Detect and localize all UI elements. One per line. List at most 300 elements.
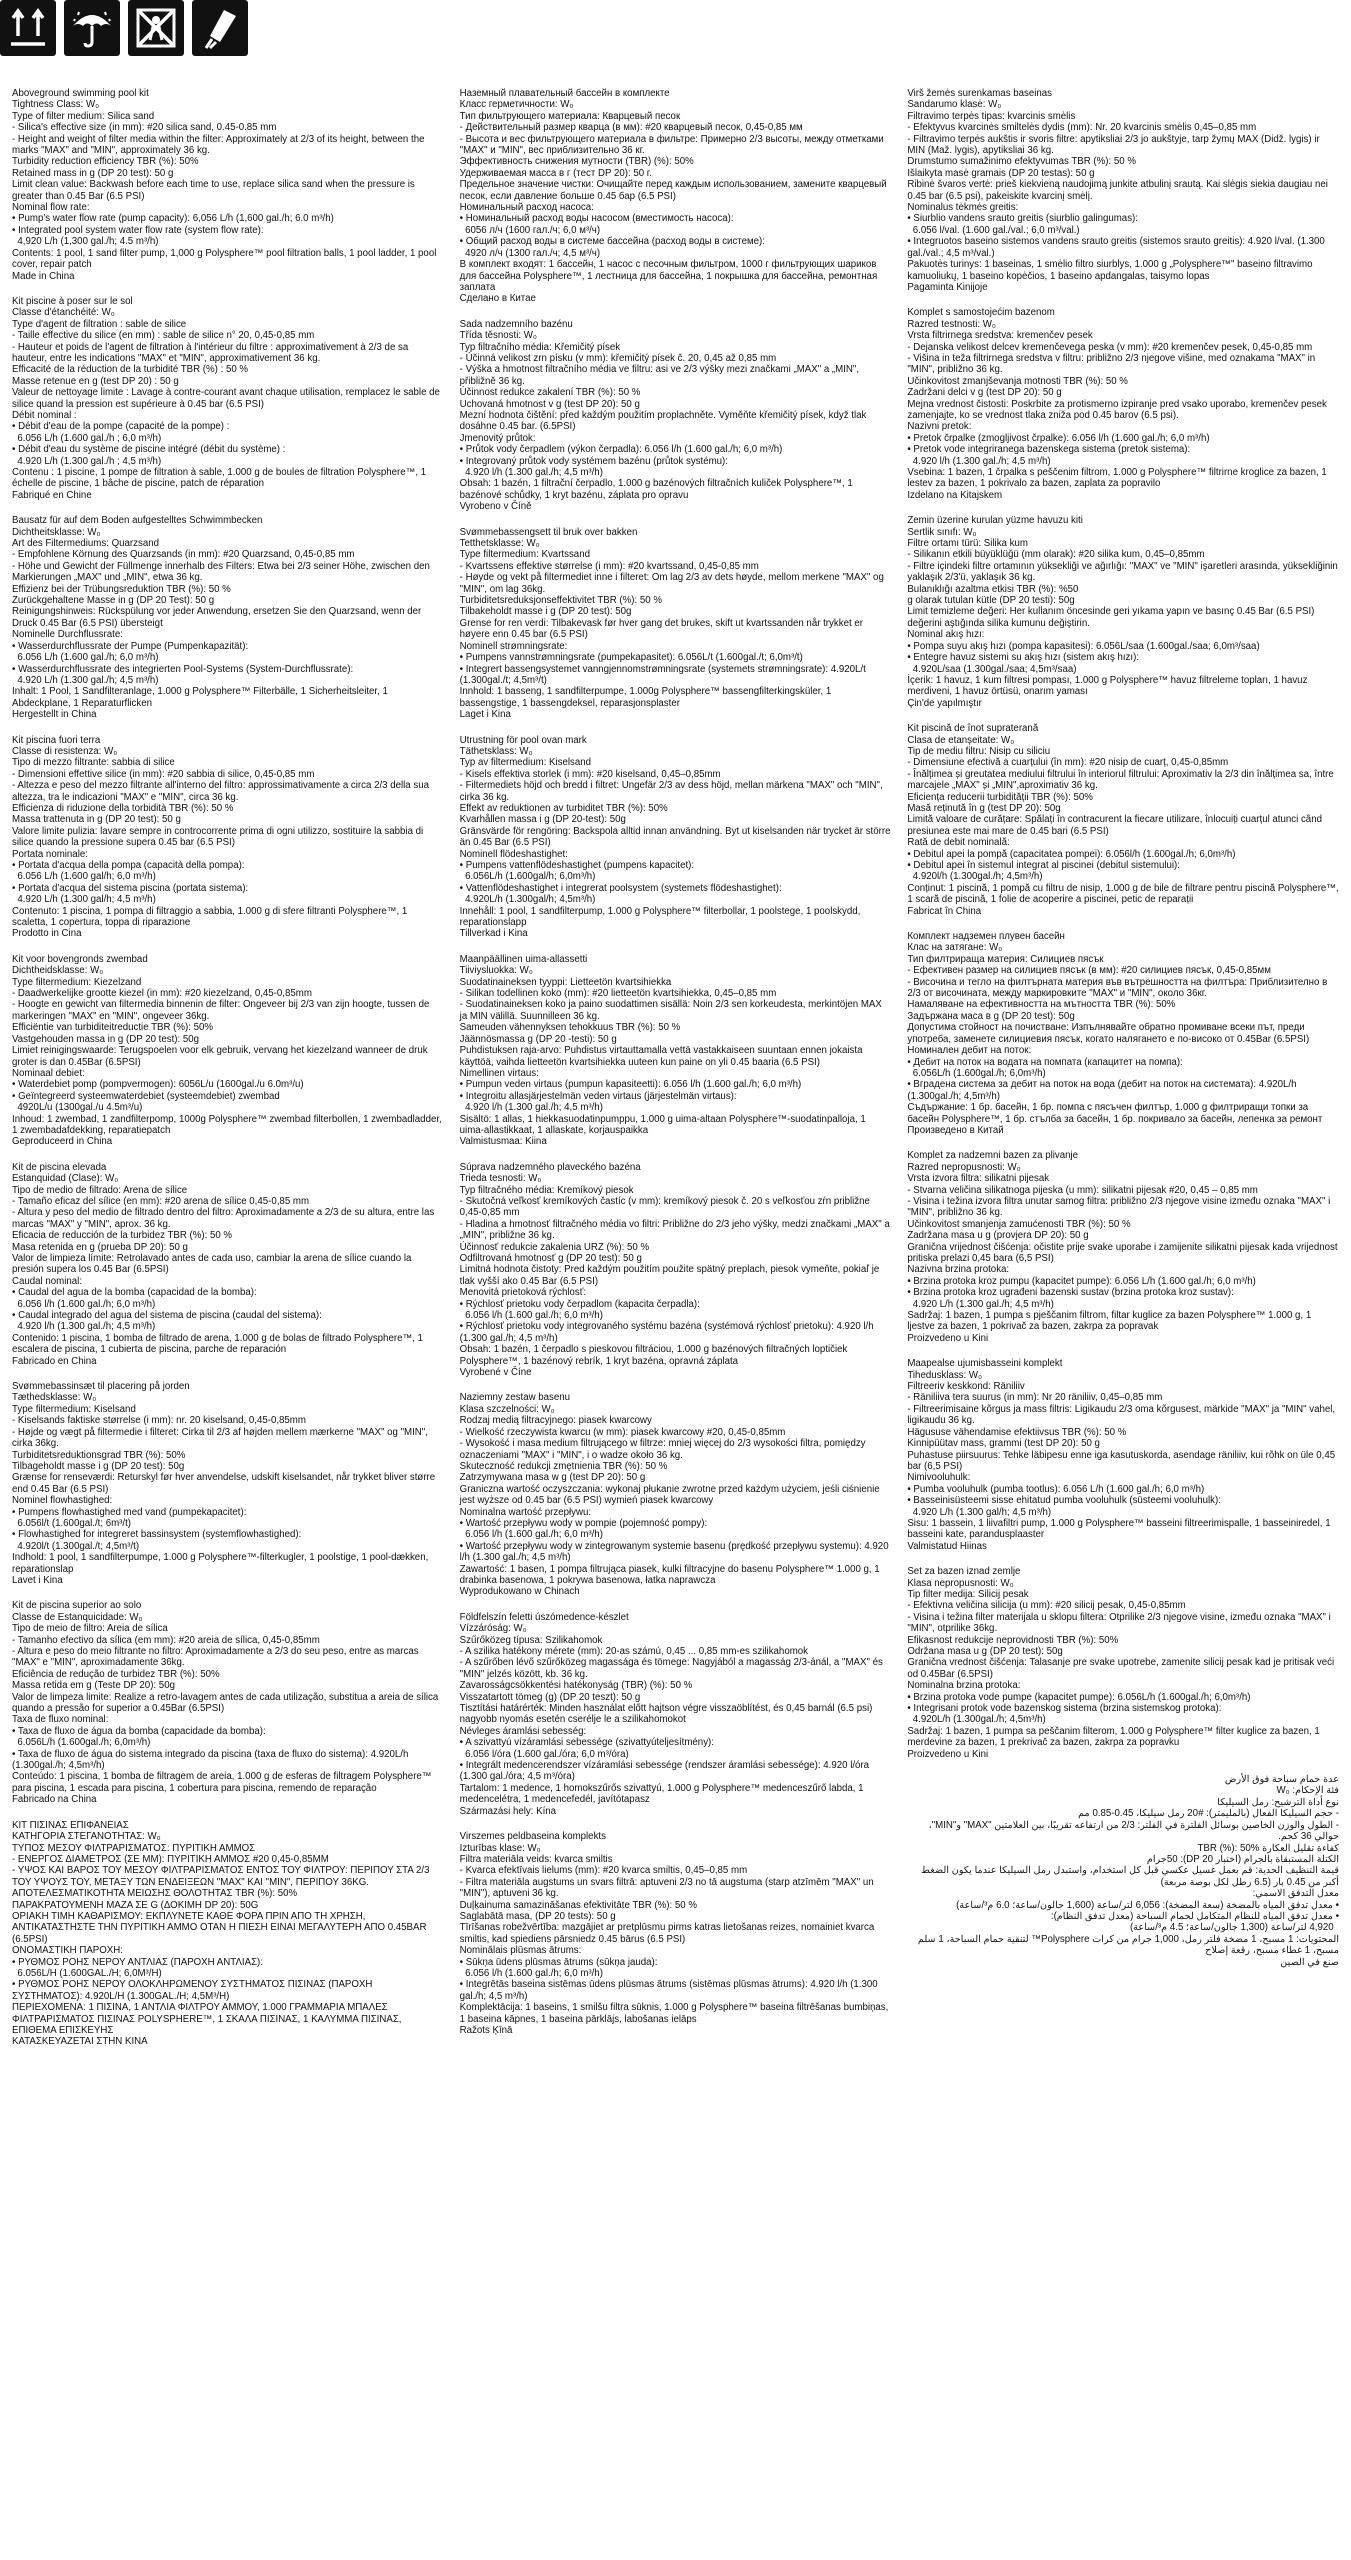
spec-line: Fabricado na China [12, 1794, 97, 1806]
spec-line: - حجم السيليكا الفعال (بالمليمتر): #20 رمل سيليكا، 0.45-0.85 مم [1078, 1808, 1340, 1820]
spec-line: Névleges áramlási sebesség: [459, 1725, 587, 1737]
spec-line: - Altezza e peso del mezzo filtrante all'interno del filtro: approssimativamente a circa 2/3 della sua altezza, tra le indicazioni "MAX" e "MIN", circa 36 kg. [12, 780, 432, 803]
spec-line: Innehåll: 1 pool, 1 sandfilterpump, 1.000 g Polysphere™ filterbollar, 1 poolstege, 1 poolskydd, reparationslapp [459, 905, 864, 929]
spec-line: - Hoogte en gewicht van filtermedia binnenin de filter: Ongeveer bij 2/3 van zijn hoogte, tussen de markeringen "MAX" en "MIN", ongeveer 36kg. [12, 999, 433, 1022]
section-title: Súprava nadzemného plaveckého bazéna [459, 1161, 641, 1173]
spec-line: Filtravimo terpės tipas: kvarcinis smėlis [907, 110, 1076, 122]
spec-line: Sadržaj: 1 bazen, 1 pumpa sa peščanim filterom, 1.000 g Polysphere™ filter kuglice za bazen, 1 merdevine za bazen, 1 prekrivač za bazen, zakrpa za popravku [907, 1725, 1323, 1749]
section-title: Set za bazen iznad zemlje [907, 1566, 1021, 1578]
spec-line: Limită valoare de curățare: Spălați în contracurent la fiecare utilizare, înlocuiți cuarțul atunci când presiunea este mai mare de 0.45 bari (6.5 PSI) [907, 814, 1325, 837]
spec-line: Caudal nominal: [12, 1275, 83, 1287]
spec-line: • Caudal del agua de la bomba (capacidad de la bomba): [12, 1287, 257, 1299]
spec-line: Eficiência de redução de turbidez TBR (%): 50% [12, 1668, 220, 1680]
spec-line: • Pretok črpalke (zmogljivost črpalke): 6.056 l/h (1.600 gal./h; 6,0 m³/h) [907, 432, 1210, 444]
spec-line: Fabriqué en Chine [12, 489, 92, 501]
spec-line: Prodotto in Cina [12, 928, 82, 940]
section-title: Svømmebassengsett til bruk over bakken [459, 526, 638, 538]
spec-line: Granična vrednost čišćenja: Talasanje pre svake upotrebe, zamenite silicij pesak kad je pritisak veći od 0.45Bar (6.5PSI) [907, 1657, 1337, 1680]
spec-line: Massa trattenuta in g (DP 20 test): 50 g [12, 814, 181, 826]
spec-line: Izturības klase: W₀ [459, 1842, 541, 1854]
language-section [907, 1358, 1339, 1552]
spec-line: Limit temizleme değeri: Her kullanım öncesinde geri yıkama yapın ve basınç 0.45 Bar (6.5 PSI) değerini aştığında silika kumunu değiştirin. [907, 606, 1318, 629]
spec-line: 4.920 L/h (1.300 gal/h; 4,5 m³/h) [12, 894, 156, 906]
spec-line: - Taille effective du silice (en mm) : sable de silice n° 20, 0,45-0,85 mm [12, 330, 315, 342]
spec-line: الكتلة المستبقاة بالجرام (اختبار DP 20): 50جرام [1146, 1853, 1340, 1865]
spec-line: معدل التدفق الاسمي: [1252, 1888, 1340, 1900]
spec-line: Puhdistuksen raja-arvo: Puhdistus virtauttamalla vettä vastakkaiseen suuntaan ennen jokaista käyttöä, vaihda lietteetön kvartsihiekka uuteen kun paine on yli 0.45 baaria (6.5 PSI) [459, 1045, 866, 1068]
language-section [460, 88, 892, 305]
spec-line: Клас на затягане: W₀ [907, 942, 1003, 954]
spec-line: Tiiviysluokka: W₀ [459, 965, 533, 977]
language-section [460, 735, 892, 940]
spec-line: - Height and weight of filter media within the filter: Approximately at 2/3 of its height, between the marks "MAX" and "MIN", approximately 36 kg. [12, 133, 428, 157]
spec-line: Nazivna brzina protoka: [907, 1264, 1010, 1276]
spec-line: Nominalus tėkmės greitis: [907, 202, 1019, 214]
spec-line: 4.920 L/h (1.300 gal./h; 4,5 m³/h) [12, 674, 159, 686]
spec-line: Ražots Ķīnā [459, 2025, 513, 2036]
spec-line: Odfiltrovaná hmotnosť g (DP 20 test): 50 g [459, 1253, 642, 1264]
section-title: Komplet za nadzemni bazen za plivanje [907, 1150, 1079, 1162]
spec-line: Vrsta izvora filtra: silikatni pijesak [907, 1173, 1050, 1185]
spec-line: Puhastuse piirsuurus: Tehke läbipesu enne iga kasutuskorda, asendage räniliiv, kui rõhk on üle 0,45 bar (6,5 PSI) [907, 1449, 1338, 1472]
spec-line: - Wielkość rzeczywista kwarcu (w mm): piasek kwarcowy #20, 0,45-0,85mm [459, 1426, 786, 1438]
spec-line: Tihedusklass: W₀ [907, 1369, 983, 1381]
language-section [907, 515, 1339, 709]
spec-line: - Hladina a hmotnosť filtračného média vo filtri: Približne do 2/3 jeho výšky, medzi značkami „MAX" a „MIN", približne 36 kg. [459, 1218, 893, 1242]
spec-line: Eficiența reducerii turbidității TBR (%): 50% [907, 791, 1093, 803]
spec-line: - Silikan todellinen koko (mm): #20 lietteetön kvartsihiekka, 0,45–0,85 mm [459, 988, 777, 1000]
spec-line: - Filtra materiāla augstums un svars filtrā: aptuveni 2/3 no tā augstuma (starp atzīmēm "MAX" un "MIN"), aptuveni 36 kg. [459, 1876, 877, 1900]
spec-line: Mezní hodnota čištění: před každým použitím proplachněte. Vyměňte křemičitý písek, když tlak dosáhne 0.45 bar. (6.5PSI) [459, 409, 870, 433]
spec-line: Débit nominal : [12, 409, 77, 421]
spec-line: Tillverkad i Kina [459, 928, 528, 940]
spec-line: • Wasserdurchflussrate des integrierten Pool-Systems (System-Durchflussrate): [12, 663, 354, 675]
spec-line: Trieda tesnosti: W₀ [459, 1173, 542, 1185]
spec-line: Сделано в Китае [459, 293, 536, 305]
spec-line: Komplektācija: 1 baseins, 1 smilšu filtra sūknis, 1.000 g Polysphere™ baseina filtrēšanas bumbiņas, 1 baseina kāpnes, 1 baseina pārklājs, labošanas ielāps [459, 2002, 891, 2025]
spec-line: Turbiditetsreduksjonseffektivitet TBR (%): 50 % [459, 595, 662, 607]
spec-line: Dichtheidsklasse: W₀ [12, 965, 104, 977]
spec-line: • Debitul apei la pompă (capacitatea pompei): 6.056l/h (1.600gal./h; 6,0m³/h) [907, 848, 1236, 860]
spec-line: Zawartość: 1 basen, 1 pompa filtrująca piasek, kulki filtracyjne do basenu Polysphere™ 1.000 g, 1 drabinka basenowa, 1 pokrywa basenowa, łatka naprawcza [459, 1563, 883, 1586]
spec-line: • Дебит на поток на водата на помпата (капацитет на помпа): [907, 1056, 1183, 1068]
spec-line: - ΥΨΟΣ ΚΑΙ ΒΑΡΟΣ ΤΟΥ ΜΕΣΟΥ ΦΙΛΤΡΑΡΙΣΜΑΤΟΣ ΕΝΤΟΣ ΤΟΥ ΦΙΛΤΡΟΥ: ΠΕΡΙΠΟΥ ΣΤΑ 2/3 ΤΟΥ ΥΨΟΥΣ ΤΟΥ, ΜΕΤΑΞΥ ΤΩΝ ΕΝΔΕΙΞΕΩΝ "MAX" ΚΑΙ "MIN", ΠΕΡΙΠΟΥ 36KG. [12, 1865, 432, 1888]
section-title: Maapealse ujumisbasseini komplekt [907, 1358, 1063, 1370]
spec-line: فئة الإحكام: W₀ [1276, 1785, 1340, 1797]
spec-line: Lavet i Kina [12, 1574, 63, 1586]
spec-line: - Wysokość i masa medium filtrującego w filtrze: mniej więcej do 2/3 wysokości filtra, pomiędzy oznaczeniami "MAX" i "MIN", i o wadze około 36 kg. [459, 1438, 869, 1461]
spec-line: - Daadwerkelijke grootte kiezel (in mm): #20 kiezelzand, 0,45-0,85mm [12, 988, 312, 1000]
spec-line: • Integrisani protok vode bazenskog sistema (brzina sistemskog protoka): [907, 1703, 1222, 1715]
spec-line: Efikasnost redukcije neprovidnosti TBR (%): 50% [907, 1634, 1119, 1646]
spec-line: Tæthedsklasse: W₀ [12, 1392, 97, 1404]
spec-line: 4.920 l/h (1.300 gal./h; 4,5 m³/h) [459, 1102, 603, 1114]
spec-line: Kinnipüütav mass, grammi (test DP 20): 50 g [907, 1438, 1100, 1450]
spec-line: Izdelano na Kitajskem [907, 489, 1003, 501]
spec-line: Hergestellt in China [12, 709, 97, 721]
spec-line: Vízzáróság: W₀ [459, 1623, 527, 1635]
spec-line: 6.056L/h (1.600gal./h; 6,0m³/h) [907, 1067, 1046, 1079]
spec-line: - A szilika hatékony mérete (mm): 20-as számú, 0,45 ... 0,85 mm-es szilikahomok [459, 1646, 809, 1657]
spec-line: • Integrētās baseina sistēmas ūdens plūsmas ātrums (sistēmas plūsmas ātrums): 4.920 l/h (1.300 gal./h; 4,5 m³/h) [459, 1979, 881, 2002]
spec-line: Proizvedeno u Kini [907, 1748, 989, 1760]
spec-line: • Pumpun veden virtaus (pumpun kapasiteetti): 6.056 l/h (1.600 gal./h; 6,0 m³/h) [459, 1079, 802, 1091]
section-title: Комплект надземен плувен басейн [907, 931, 1065, 943]
spec-line: - Visina i težina izvora filtra unutar samog filtra: približno 2/3 njegove visine između oznaka "MAX" i "MIN", približno 36 kg. [907, 1195, 1333, 1219]
spec-line: Contenuto: 1 piscina, 1 pompa di filtraggio a sabbia, 1.000 g di sfere filtranti Polysphere™, 1 scaletta, 1 copertura, toppa di riparazione [12, 905, 410, 929]
spec-line: • Номинальный расход воды насосом (вместимость насоса): [459, 213, 734, 225]
spec-line: 4.920 l/h (1.300 gal./h; 4,5 m³/h) [12, 1321, 156, 1333]
spec-line: 4.920 L/h (1.300 gal./h; 4,5 m³/h) [907, 1298, 1054, 1310]
spec-line: - ΕΝΕΡΓΟΣ ΔΙΑΜΕΤΡΟΣ (ΣΕ MM): ΠΥΡΙΤΙΚΗ ΑΜΜΟΣ #20 0,45-0,85MM [12, 1853, 329, 1865]
language-section [907, 1774, 1339, 1968]
spec-line: - Suodatinaineksen koko ja paino suodattimen sisällä: Noin 2/3 sen korkeudesta, merkintöjen MAX ja MIN välillä. Suunnilleen 36 kg. [459, 999, 885, 1022]
language-section [907, 1150, 1339, 1344]
section-title: Virš žemės surenkamas baseinas [907, 88, 1053, 99]
spec-line: Эффективность снижения мутности (TBR) (%): 50% [459, 156, 694, 168]
spec-line: В комплект входят: 1 бассейн, 1 насос с песочным фильтром, 1000 г фильтрующих шариков для бассейна Polysphere™, 1 лестница для бассейна, 1 покрышка для бассейна, ремонтная заплата [459, 259, 880, 293]
spec-line: Masă reținută în g (test DP 20): 50g [907, 802, 1061, 814]
spec-line: Ribinė švaros vertė: prieš kiekvieną naudojimą junkite atbulinį srautą. Kai slėgis siekia daugiau nei 0.45 bar (6.5 psi), pakeiskite kvarcinį smėlį. [907, 179, 1331, 202]
spec-line: ΚΑΤΑΣΚΕΥΑΖΕΤΑΙ ΣΤΗΝ ΚΙΝΑ [12, 2036, 148, 2048]
spec-line: 6.056 l/val. (1.600 gal./val.; 6,0 m³/val.) [907, 224, 1080, 236]
language-section [460, 1831, 892, 2036]
spec-line: Nimellinen virtaus: [459, 1067, 539, 1079]
spec-line: Graniczna wartość oczyszczania: wykonaj płukanie zwrotne przed każdym użyciem, jeśli ciśnienie jest wyższe od 0.45 bar (6.5 PSI) wymień piasek kwarcowy [459, 1483, 883, 1507]
spec-line: 6.056 l/h (1.600 gal./h; 6,0 m³/h) [459, 1967, 603, 1979]
spec-line: Skuteczność redukcji zmętnienia TBR (%): 50 % [459, 1460, 668, 1472]
spec-line: - Skutočná veľkosť kremíkových častíc (v mm): kremíkový piesok č. 20 s veľkosťou zŕn približne 0,45-0,85 mm [459, 1195, 873, 1219]
spec-line: Jmenovitý průtok: [459, 432, 536, 444]
spec-line: Gränsvärde för rengöring: Backspola alltid innan användning. Byt ut kiselsanden när trycket är större än 0.45 Bar (6.5 PSI) [459, 825, 894, 849]
spec-line: Tilbakeholdt masse i g (DP 20 test): 50g [459, 606, 632, 618]
language-section [12, 1600, 444, 1805]
spec-line: Inhalt: 1 Pool, 1 Sandfilteranlage, 1.000 g Polysphere™ Filterbälle, 1 Sicherheitsleiter, 1 Abdeckplane, 1 Reparaturflicken [12, 686, 391, 709]
spec-line: Laget i Kina [459, 709, 511, 721]
language-section [12, 735, 444, 940]
spec-line: Portata nominale: [12, 848, 88, 860]
language-section [460, 1392, 892, 1597]
spec-line: Номинальный расход насоса: [459, 202, 594, 214]
section-title: Naziemny zestaw basenu [459, 1392, 571, 1404]
spec-line: 4.920 L/h (1.300 gal./h ; 4,5 m³/h) [12, 455, 162, 467]
spec-line: 4.920 l/h (1.300 gal./h; 4,5 m³/h) [459, 467, 603, 478]
spec-line: • Portata d'acqua della pompa (capacità della pompa): [12, 860, 245, 871]
spec-line: Učinkovitost zmanjševanja motnosti TBR (%): 50 % [907, 375, 1128, 387]
no-children-icon [128, 0, 184, 56]
spec-line: Limiet reinigingswaarde: Terugspoelen voor elk gebruik, vervang het kiezelzand wanneer de druk groter is dan 0.45Bar (6.5PSI) [12, 1045, 431, 1068]
spec-line: Съдържание: 1 бр. басейн, 1 бр. помпа с пясъчен филтър, 1.000 g филтриращи топки за басейн Polysphere™, 1 бр. стълба за басейн, 1 бр. покривало за басейн, лепенка за ремонт [907, 1102, 1323, 1125]
spec-line: Sameuden vähennyksen tehokkuus TBR (%): 50 % [459, 1022, 681, 1034]
spec-line: • Wartość przepływu wody w pompie (pojemność pompy): [459, 1517, 708, 1529]
spec-line: Szűrőközeg típusa: Szilikahomok [459, 1634, 603, 1646]
spec-line: - Hauteur et poids de l'agent de filtration à l'intérieur du filtre : approximativement à 2/3 de sa hauteur, entre les indications "MAX" et "MIN", approximativement 36 kg. [12, 341, 411, 364]
spec-line: • Basseinisüsteemi sisse ehitatud pumba vooluhulk (süsteemi vooluhulk): [907, 1495, 1221, 1507]
spec-line: Tilbageholdt masse i g (DP 20 test): 50g [12, 1460, 185, 1472]
spec-line: Type filtermedium: Kiselsand [12, 1403, 136, 1415]
spec-line: • Pump's water flow rate (pump capacity): 6,056 L/h (1,600 gal./h; 6.0 m³/h) [12, 213, 334, 225]
spec-line: Тип фильтрующего материала: Кварцевый песок [459, 110, 681, 122]
spec-line: Contenu : 1 piscine, 1 pompe de filtration à sable, 1.000 g de boules de filtration Polysphere™, 1 échelle de piscine, 1 bâche de piscine, patch de réparation [12, 467, 429, 490]
spec-line: Clasa de etanșeitate: W₀ [907, 734, 1015, 746]
spec-line: • Wasserdurchflussrate der Pumpe (Pumpenkapazität): [12, 640, 249, 652]
spec-line: • Débit d'eau de la pompe (capacité de la pompe) : [12, 421, 230, 433]
section-title: Kit piscina fuori terra [12, 734, 101, 746]
spec-line: - Высота и вес фильтрующего материала в фильтре: Примерно 2/3 высоты, между отметками "MAX" и "MIN", вес приблизительно 36 кг. [459, 133, 887, 157]
spec-line: Classe de Estanquicidade: W₀ [12, 1611, 143, 1623]
spec-line: - Räniliiva tera suurus (in mm): Nr 20 räniliiv, 0,45–0,85 mm [907, 1392, 1163, 1404]
spec-line: - Kiselsands faktiske størrelse (i mm): nr. 20 kiselsand, 0,45-0,85mm [12, 1415, 306, 1427]
spec-line: • Brzina protoka krоz pumpu (kapacitet pumpe): 6.056 L/h (1.600 gal./h; 6,0 m³/h) [907, 1275, 1256, 1287]
spec-line: Sertlik sınıfı: W₀ [907, 526, 977, 538]
column-3 [907, 88, 1342, 2556]
spec-line: 6.056 L/h (1.600 gal/h; 6,0 m³/h) [12, 871, 156, 883]
section-title: Kit de piscina elevada [12, 1161, 107, 1173]
spec-line: Sadržaj: 1 bazen, 1 pumpa s pješčanim filtrom, filtar kuglice za bazen Polysphere™ 1.000 g, 1 ljestve za bazen, 1 pokrivač za bazen, zakrpa za popravak [907, 1310, 1314, 1333]
spec-line: 4.920l/h (1.300gal./h; 4,5m³/h) [907, 871, 1043, 883]
spec-line: Type filtermedium: Kiezelzand [12, 976, 142, 988]
spec-line: 6.056 l/h (1.600 gal./h; 6,0 m³/h) [459, 1310, 603, 1322]
spec-line: • Pretok vode integriranega bazenskega sistema (pretok sistema): [907, 444, 1191, 456]
spec-line: Tetthetsklasse: W₀ [459, 538, 540, 550]
spec-line: 4920 л/ч (1300 гал./ч; 4,5 м³/ч) [459, 247, 601, 259]
spec-line: Grænse for renseværdi: Returskyl før hver anvendelse, udskift kiselsandet, når trykket bliver større end 0.45 Bar (6.5 PSI) [12, 1472, 438, 1495]
spec-line: • Débit d'eau du système de piscine intégré (débit du système) : [12, 444, 286, 456]
spec-line: Zatrzymywana masa w g (test DP 20): 50 g [459, 1472, 646, 1484]
spec-line: نوع أداة الترشيح: رمل السيليكا [1217, 1796, 1340, 1808]
spec-line: Valeur de nettoyage limite : Lavage à contre-courant avant chaque utilisation, remplacez le sable de silice quand la pression est supérieure à 0.45 bar (6.5 PSI) [12, 387, 443, 410]
spec-line: Type filtermedium: Kvartssand [459, 549, 590, 561]
spec-line: Type of filter medium: Silica sand [12, 110, 155, 122]
spec-line: Jäännösmassa g (DP 20 -testi): 50 g [459, 1033, 617, 1045]
spec-line: Vrsta filtrirnega sredstva: kremenčev pesek [907, 330, 1093, 342]
language-section [12, 296, 444, 501]
spec-line: • Geïntegreerd systeemwaterdebiet (systeemdebiet) zwembad [12, 1090, 280, 1102]
language-section [460, 954, 892, 1148]
spec-line: • Pumpens flowhastighed med vand (pumpekapacitet): [12, 1506, 247, 1518]
spec-line: Turbidity reduction efficiency TBR (%): 50% [12, 156, 199, 168]
spec-line: - Tamaño eficaz del sílice (en mm): #20 arena de sílice 0,45-0,85 mm [12, 1195, 310, 1207]
spec-line: Fabricado en China [12, 1355, 97, 1367]
spec-line: Nominal akış hızı: [907, 629, 985, 641]
spec-line: Pakuotės turinys: 1 baseinas, 1 smėlio filtro siurblys, 1.000 g „Polysphere™" baseino filtravimo kamuoliukų, 1 baseino kopėčios, 1 baseino apdangalas, taisymo lopas [907, 259, 1316, 282]
language-section [907, 88, 1339, 293]
spec-line: • Caudal integrado del agua del sistema de piscina (caudal del sistema): [12, 1310, 322, 1322]
spec-line: - Höhe und Gewicht der Füllmenge innerhalb des Filters: Etwa bei 2/3 seiner Höhe, zwischen den Markierungen „MAX" und „MIN", etwa 36 kg. [12, 560, 433, 584]
spec-line: 4,920 لتر/ساعة (1,300 جالون/ساعة؛ 4.5 م³/ساعة) [1129, 1922, 1340, 1934]
spec-line: Contents: 1 pool, 1 sand filter pump, 1,000 g Polysphere™ pool filtration balls, 1 pool ladder, 1 pool cover, repair patch [12, 247, 440, 271]
spec-line: Nimivooluhulk: [907, 1472, 971, 1484]
spec-line: Nominalna wartość przepływu: [459, 1506, 592, 1518]
spec-line: • Vattenflödeshastighet i integrerat poolsystem (systemets flödeshastighet): [459, 882, 782, 894]
language-section [907, 723, 1342, 917]
section-title: Aboveground swimming pool kit [12, 88, 149, 99]
spec-line: Art des Filtermediums: Quarzsand [12, 538, 159, 550]
spec-line: Granična vrijednost čišćenja: očistite prije svake uporabe i zamijenite silikatni pijesak kada vrijednost pritiska prelazi 0,45 bara (6,5 PSI) [907, 1241, 1341, 1264]
spec-line: ΤΥΠΟΣ ΜΕΣΟΥ ΦΙΛΤΡΑΡΙΣΜΑΤΟΣ: ΠΥΡΙΤΙΚΗ ΑΜΜΟΣ [12, 1842, 256, 1854]
spec-line: - Visina i težina filter materijala u sklopu filtera: Otprilike 2/3 njegove visine, između oznaka "MAX" i "MIN", otprilike 36kg. [907, 1611, 1334, 1635]
spec-line: ΠΑΡΑΚΡΑΤΟΥΜΕΝΗ ΜΑΖΑ ΣΕ G (ΔΟΚΙΜΗ DP 20): 50G [12, 1899, 259, 1911]
spec-line: İçerik: 1 havuz, 1 kum filtresi pompası, 1.000 g Polysphere™ havuz filtreleme topları, 1 havuz merdiveni, 1 havuz örtüsü, onarım yaması [907, 674, 1311, 698]
spec-line: Visszatartott tömeg (g) (DP 20 teszt): 50 g [459, 1691, 641, 1703]
spec-line: Razred testnosti: W₀ [907, 318, 996, 330]
language-section [12, 1381, 444, 1586]
language-section [907, 1566, 1339, 1760]
spec-line: Zurückgehaltene Masse in g (DP 20 Test): 50 g [12, 595, 215, 607]
spec-line: Innhold: 1 basseng, 1 sandfilterpumpe, 1.000g Polysphere™ bassengfilterkingsküler, 1 bassengstige, 1 bassengdeksel, reparasjonsplaster [459, 686, 834, 709]
spec-line: • Taxa de fluxo de água do sistema integrado da piscina (taxa de fluxo do sistema): 4.920L/h (1.300gal./h; 4,5m³/h) [12, 1748, 412, 1772]
spec-line: Duļķainuma samazināšanas efektivitāte TBR (%): 50 % [459, 1899, 697, 1911]
spec-line: Grense for ren verdi: Tilbakevask før hver gang det brukes, skift ut kvartssanden når trykket er høyere enn 0.45 bar (6.5 PSI) [459, 617, 866, 641]
multilingual-specifications [12, 88, 1342, 2556]
spec-line: • Brzina protoka vode pumpe (kapacitet pumpe): 6.056L/h (1.600gal./h; 6,0m³/h) [907, 1691, 1251, 1703]
section-title: Földfelszín feletti úszómedence-készlet [459, 1611, 629, 1623]
spec-line: - Højde og vægt på filtermedie i filteret: Cirka til 2/3 af højden mellem mærkerne "MAX" og "MIN", cirka 36kg. [12, 1426, 431, 1450]
spec-line: • Flowhastighed for integreret bassinsystem (systemflowhastighed): [12, 1529, 302, 1541]
spec-line: ΟΝΟΜΑΣΤΙΚΗ ΠΑΡΟΧΗ: [12, 1945, 123, 1957]
language-section [907, 307, 1339, 501]
spec-line: Nominell flödeshastighet: [459, 848, 568, 860]
spec-line: Тип филтрираща материя: Силициев пясък [907, 953, 1104, 965]
spec-line: Vsebina: 1 bazen, 1 črpalka s peščenim filtrom, 1.000 g Polysphere™ filtrirne kroglice za bazen, 1 lestev za bazen, 1 pokrivalo za bazen, zaplata za popravilo [907, 467, 1330, 490]
spec-line: Tightness Class: W₀ [12, 99, 100, 111]
spec-line: Efficacité de la réduction de la turbidité TBR (%) : 50 % [12, 364, 249, 376]
spec-line: Valor de limpieza límite: Retrolavado antes de cada uso, cambiar la arena de sílice cuando la presión supera los 0.45 Bar (6.5PSI) [12, 1253, 415, 1276]
spec-line: Tip filter medija: Silicij pesak [907, 1588, 1029, 1600]
spec-line: Contenido: 1 piscina, 1 bomba de filtrado de arena, 1.000 g de bolas de filtrado Polysphere™, 1 escalera de piscina, 1 cubierta de piscina, parche de reparación [12, 1332, 426, 1356]
spec-line: • Debitul apei în sistemul integrat al piscinei (debitul sistemului): [907, 860, 1180, 871]
spec-line: • Общий расход воды в системе бассейна (расход воды в системе): [459, 236, 765, 248]
section-title: Virszemes peldbaseina komplekts [459, 1831, 606, 1843]
section-title: Kit piscine à poser sur le sol [12, 295, 133, 307]
column-2 [460, 88, 892, 2556]
spec-line: Valore limite pulizia: lavare sempre in controcorrente prima di ogni utilizzo, sostituire la sabbia di silice quando la pressione supera 0.45 bar (6.5 PSI) [12, 825, 426, 849]
section-title: Kit de piscina superior ao solo [12, 1600, 142, 1612]
spec-line: Suodatinaineksen tyyppi: Lietteetön kvartsihiekka [459, 976, 672, 988]
spec-line: - Efektivna veličina silicija (u mm): #20 silicij pesak, 0,45-0,85mm [907, 1600, 1186, 1612]
spec-line: - Účinná velikost zrn písku (v mm): křemičitý písek č. 20, 0,45 až 0,85 mm [459, 352, 777, 364]
spec-line: Indhold: 1 pool, 1 sandfilterpumpe, 1.000 g Polysphere™-filterkugler, 1 poolstige, 1 pool-dækken, reparationslap [12, 1552, 431, 1575]
spec-line: Zadržani delci v g (test DP 20): 50 g [907, 387, 1062, 399]
language-section [460, 1162, 892, 1379]
spec-line: كفاءة تقليل العكارة TBR (%): 50% [1197, 1842, 1340, 1854]
spec-line: - Dimensioni effettive silice (in mm): #20 sabbia di silice, 0,45-0,85 mm [12, 768, 315, 780]
spec-line: - Altura e peso do meio filtrante no filtro: Aproximadamente a 2/3 do seu peso, entre as marcas "MAX" e "MIN", aproximadamente 36kg. [12, 1646, 422, 1669]
section-title: Bausatz für auf dem Boden aufgestelltes Schwimmbecken [12, 515, 263, 527]
spec-line: - Empfohlene Körnung des Quarzsands (in mm): #20 Quarzsand, 0,45-0,85 mm [12, 549, 355, 561]
spec-line: - Høyde og vekt på filtermediet inne i filteret: Om lag 2/3 av dets høyde, mellom merkene "MAX" og "MIN", om lag 36kg. [459, 572, 887, 595]
spec-line: • Siurblio vandens srauto greitis (siurblio galingumas): [907, 213, 1138, 225]
spec-line: Održana masa u g (DP 20 test): 50g [907, 1646, 1063, 1657]
spec-line: Retained mass in g (DP 20 test): 50 g [12, 167, 174, 179]
spec-line: Tartalom: 1 medence, 1 homokszűrős szivattyú, 1.000 g Polysphere™ medenceszűrő labda, 1 medencelétra, 1 medencefedél, javítótapasz [459, 1782, 867, 1806]
section-title: Kit voor bovengronds zwembad [12, 953, 148, 965]
spec-line: • Wartość przepływu wody w zintegrowanym systemie basenu (prędkość przepływu systemu): 4.920 l/h (1.300 gal./h; 4,5 m³/h) [459, 1540, 892, 1564]
spec-line: 4920L/u (1300gal./u 4.5m³/u) [12, 1102, 143, 1114]
spec-line: Valmistusmaa: Kiina [459, 1136, 547, 1148]
spec-line: • Integroitu allasjärjestelmän veden virtaus (järjestelmän virtaus): [459, 1090, 737, 1102]
spec-line: - Kisels effektiva storlek (i mm): #20 kiselsand, 0,45–0,85mm [459, 768, 721, 780]
section-title: Наземный плавательный бассейн в комплекте [459, 88, 670, 99]
spec-line: 4.920L/saa (1.300gal./saa; 4,5m³/saa) [907, 663, 1077, 675]
spec-line: - Stvarna veličina silikatnoga pijeska (u mm): silikatni pijesak #20, 0,45 – 0,85 mm [907, 1184, 1258, 1196]
spec-line: Typ filtračného média: Kremíkový piesok [459, 1184, 634, 1196]
spec-line: Eficacia de reducción de la turbidez TBR (%): 50 % [12, 1230, 233, 1242]
spec-line: 4.920 l/h (1.300 gal./h; 4,5 m³/h) [907, 455, 1051, 467]
spec-line: Klasa szczelności: W₀ [459, 1403, 555, 1415]
spec-line: - Altura y peso del medio de filtrado dentro del filtro: Aproximadamente a 2/3 de su altura, entre las marcas "MAX" y "MIN", aprox. 36 kg. [12, 1207, 437, 1230]
spec-line: Masa retenida en g (prueba DP 20): 50 g [12, 1241, 188, 1253]
spec-line: Třída těsnosti: W₀ [459, 330, 537, 342]
language-section [12, 1162, 444, 1367]
spec-line: • Integrált medencerendszer vízáramlási sebessége (rendszer áramlási sebessége): 4.920 l/óra (1.300 gal./óra; 4,5 m³/óra) [459, 1760, 872, 1783]
spec-line: Vyrobeno v Číně [459, 501, 532, 513]
spec-line: 4,920 L/h (1,300 gal./h; 4.5 m³/h) [12, 236, 159, 248]
spec-line: Estanquidad (Clase): W₀ [12, 1173, 119, 1185]
spec-line: Masse retenue en g (test DP 20) : 50 g [12, 375, 179, 387]
spec-line: - Višina in teža filtrirnega sredstva v filtru: približno 2/3 njegove višine, med oznakama "MAX" in "MIN", približno 36 kg. [907, 352, 1318, 376]
language-section [907, 931, 1339, 1136]
spec-line: Pagaminta Kinijoje [907, 281, 988, 293]
spec-line: • Portata d'acqua del sistema piscina (portata sistema): [12, 882, 249, 894]
spec-line: - Silica's effective size (in mm): #20 silica sand, 0.45-0.85 mm [12, 122, 277, 134]
language-section [12, 515, 444, 720]
spec-line: Classe di resistenza: W₀ [12, 745, 118, 757]
spec-line: Wyprodukowano w Chinach [459, 1586, 580, 1598]
spec-line: Limitná hodnota čistoty: Pred každým použitím použite spätný preplach, piesok vymeňte, pokiaľ je tlak vyšší ako 0.45 Bar (6.5 PSI) [459, 1264, 882, 1287]
spec-line: Rodzaj medią filtracyjnego: piasek kwarcowy [459, 1415, 652, 1427]
spec-line: Hägususe vähendamise efektiivsus TBR (%): 50 % [907, 1426, 1127, 1438]
spec-line: Drumstumo sumažinimo efektyvumas TBR (%): 50 % [907, 156, 1136, 168]
spec-line: Nominālais plūsmas ātrums: [459, 1945, 582, 1957]
spec-line: Dichtheitsklasse: W₀ [12, 526, 101, 538]
spec-line: قيمة التنظيف الحدية: قم بعمل غسيل عكسي قبل كل استخدام، واستبدل رمل السيليكا عندما يكون الضغط أكبر من 0.45 بار (6.5 رطل لكل بوصة مربعة) [918, 1865, 1340, 1888]
spec-line: - Dimensiune efectivă a cuarțului (în mm): #20 nisip de cuarț, 0,45-0,85mm [907, 757, 1229, 769]
spec-line: Допустима стойност на почистване: Изпълнявайте обратно промиване всеки път, преди употреба, заменете силициевия пясък, когато налягането е по-високо от 0.45Bar (6.5PSI) [907, 1022, 1310, 1045]
spec-line: - Filtreerimisaine kõrgus ja mass filtris: Ligikaudu 2/3 oma kõrgusest, märkide "MAX" ja "MIN" vahel, ligikaudu 36 kg. [907, 1403, 1338, 1427]
spec-line: Typ av filtermedium: Kiselsand [459, 757, 592, 769]
section-title: Kit piscină de înot supraterană [907, 723, 1039, 735]
spec-line: 6.056 L/h (1.600 gal./h; 6,0 m³/h) [12, 652, 159, 664]
spec-line: • Sūkņa ūdens plūsmas ātrums (sūkņa jauda): [459, 1956, 658, 1968]
spec-line: Bulanıklığı azaltma etkisi TBR (%): %50 [907, 583, 1079, 595]
spec-line: Täthetsklass: W₀ [459, 745, 533, 757]
spec-line: Klasa nepropusnosti: W₀ [907, 1577, 1014, 1589]
spec-line: Conținut: 1 piscină, 1 pompă cu filtru de nisip, 1.000 g de bile de filtrare pentru piscină Polysphere™, 1 scară de piscină, 1 folie de acoperire a piscinei, petic de reparații [907, 882, 1342, 906]
spec-line: • Waterdebiet pomp (pompvermogen): 6056L/u (1600gal./u 6.0m³/u) [12, 1079, 304, 1091]
spec-line: 4.920 L/h (1.300 gal/h; 4,5 m³/h) [907, 1506, 1052, 1518]
spec-line: • Integrert bassengsystemet vanngjennomstrømningsrate (systemets strømningsrate): 4.920L/t (1.300gal./t; 4,5m³/t) [459, 663, 869, 686]
spec-line: Предельное значение чистки: Очищайте перед каждым использованием, замените кварцевый песок, если давление больше 0.45 бар (6.5 PSI) [459, 179, 890, 202]
spec-line: • Rýchlosť prietoku vody integrovaného systému bazéna (systémová rýchlosť prietoku): 4.920 l/h (1.300 gal./h; 4,5 m³/h) [459, 1321, 877, 1344]
spec-line: 6.056 l/óra (1.600 gal./óra; 6,0 m³/óra) [459, 1748, 629, 1760]
spec-line: 6.056 l/h (1.600 gal./h; 6,0 m³/h) [12, 1298, 156, 1310]
spec-line: - Înălțimea și greutatea mediului filtrului în interiorul filtrului: Aproximativ la 2/3 din înălțimea sa, între marcajele „MAX" și „MIN",aproximativ 36 kg. [907, 768, 1337, 792]
spec-line: ΑΠΟΤΕΛΕΣΜΑΤΙΚΟΤΗΤΑ ΜΕΙΩΣΗΣ ΘΟΛΟΤΗΤΑΣ TBR (%): 50% [12, 1888, 298, 1900]
spec-line: 6.056L/h (1.600gal./h; 6,0m³/h) [12, 1737, 151, 1749]
spec-line: • Taxa de fluxo de água da bomba (capacidade da bomba): [12, 1725, 266, 1737]
spec-line: - Filtermediets höjd och bredd i filtret: Ungefär 2/3 av dess höjd, mellan märkena "MAX" och "MIN", cirka 36 kg. [459, 780, 886, 803]
spec-line: • Rýchlosť prietoku vody čerpadlom (kapacita čerpadla): [459, 1298, 700, 1310]
spec-line: 6.056 L/h (1.600 gal./h ; 6,0 m³/h) [12, 432, 162, 444]
spec-line: Nominel flowhastighed: [12, 1495, 113, 1507]
spec-line: - Silikanın etkili büyüklüğü (mm olarak): #20 silika kum, 0,45–0,85mm [907, 549, 1205, 561]
spec-line: Geproduceerd in China [12, 1136, 113, 1148]
spec-line: المحتويات: 1 مسبح، 1 مضخة فلتر رمل، 1,000 جرام من كرات Polysphere™ لتنقية حمام السباحة، 1 سلم مسبح، 1 غطاء مسبح، رقعة إصلاح [915, 1933, 1340, 1957]
spec-line: • Pumpens vattenflödeshastighet (pumpens kapacitet): [459, 860, 695, 871]
spec-line: Tīrīšanas robežvērtība: mazgājiet ar pretplūsmu pirms katras lietošanas reizes, nomainiet kvarca smiltis, kad spiediens pārsniedz 0.45 bārus (6.5 PSI) [459, 1922, 877, 1945]
fragile-glass-icon [192, 0, 248, 56]
